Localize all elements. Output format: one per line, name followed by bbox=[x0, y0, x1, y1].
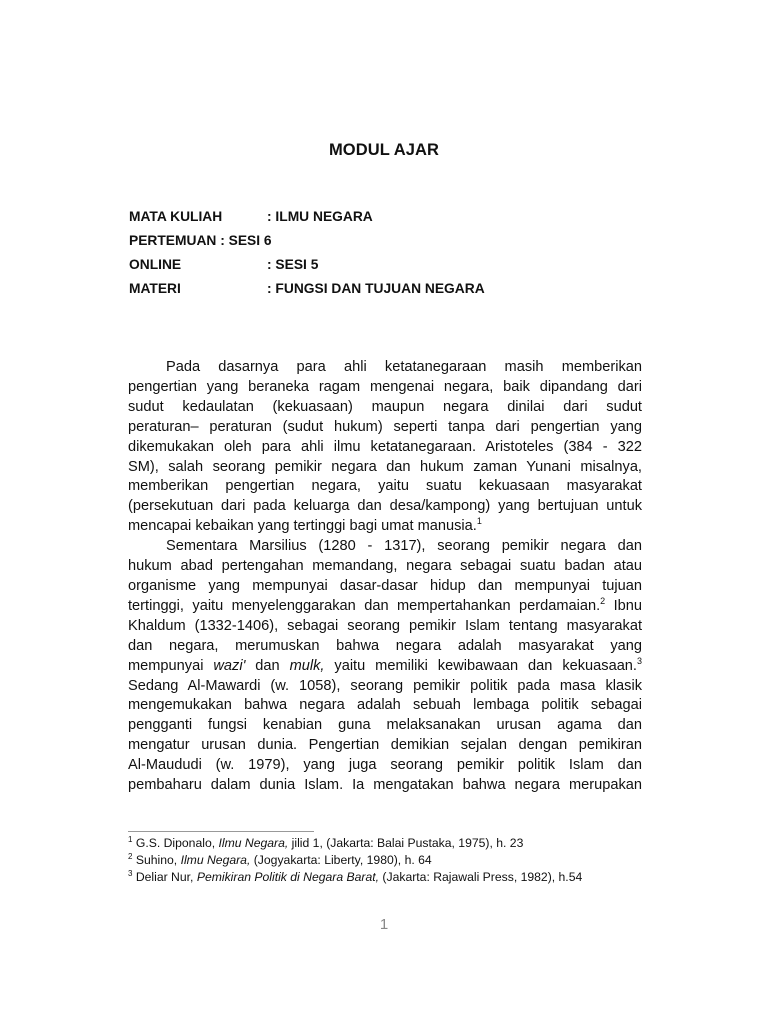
body-text bbox=[128, 358, 642, 796]
body-line: Al-Maududi (w. 1979), yang juga seorang pemikir politik Islam dan bbox=[128, 757, 642, 774]
footnote-text: (Jakarta: Rajawali Press, 1982), h.54 bbox=[379, 870, 583, 884]
footnote bbox=[128, 836, 582, 853]
body-line bbox=[128, 657, 642, 677]
footnote-text: (Jogyakarta: Liberty, 1980), h. 64 bbox=[250, 853, 432, 867]
footnotes bbox=[128, 836, 582, 887]
footnote-number: 1 bbox=[128, 835, 133, 844]
course-info-label: MATERI bbox=[129, 281, 181, 296]
body-line: Khaldum (1332-1406), sebagai seorang pemikir Islam tentang masyarakat bbox=[128, 617, 642, 634]
course-info-value: : ILMU NEGARA bbox=[267, 209, 373, 224]
document-title: MODUL AJAR bbox=[328, 141, 440, 159]
body-line: Pada dasarnya para ahli ketatanegaraan masih memberikan bbox=[166, 359, 642, 375]
footnote-separator bbox=[128, 831, 314, 832]
body-line: sudut kedaulatan (kekuasaan) maupun negara dinilai dari sudut bbox=[128, 398, 642, 415]
footnote-title: Ilmu Negara, bbox=[218, 836, 289, 850]
footnote-text: jilid 1, (Jakarta: Balai Pustaka, 1975), h. 23 bbox=[288, 836, 524, 850]
footnote-text: Deliar Nur, bbox=[135, 870, 197, 884]
italic-term: mulk, bbox=[289, 657, 325, 674]
footnote-title: Pemikiran Politik di Negara Barat, bbox=[196, 870, 380, 884]
body-line: Sementara Marsilius (1280 - 1317), seorang pemikir negara dan bbox=[166, 538, 642, 555]
body-line: organisme yang mempunyai dasar-dasar hidup dan mempunyai tujuan bbox=[128, 577, 642, 594]
body-line: (persekutuan dari pada keluarga dan desa/kampong) yang bertujuan untuk bbox=[128, 498, 642, 515]
body-line: mengemukakan bahwa negara adalah sebuah lembaga politik sebagai bbox=[128, 697, 642, 714]
body-line: pengganti fungsi kenabian guna melaksanakan urusan agama dan bbox=[128, 717, 642, 734]
footnote-title: Ilmu Negara, bbox=[180, 853, 251, 867]
body-line: Sedang Al-Mawardi (w. 1058), seorang pemikir politik pada masa klasik bbox=[128, 677, 642, 694]
footnote-number: 3 bbox=[128, 869, 133, 878]
body-line-text: tertinggi, yaitu menyelenggarakan dan mempertahankan perdamaian. bbox=[128, 597, 601, 614]
body-line: peraturan– peraturan (sudut hukum) seperti tanpa dari pengertian yang bbox=[128, 418, 642, 435]
body-line-text: mempunyai bbox=[128, 657, 214, 674]
body-line: dikemukakan oleh para ahli ilmu ketatanegaraan. Aristoteles (384 - 322 bbox=[128, 438, 642, 455]
footnote-text: G.S. Diponalo, bbox=[135, 836, 219, 850]
footnote bbox=[128, 870, 582, 887]
course-info-label: PERTEMUAN : SESI 6 bbox=[129, 233, 272, 248]
page-number: 1 bbox=[379, 916, 389, 933]
footnote bbox=[128, 853, 582, 870]
body-line: pembaharu dalam dunia Islam. Ia mengatakan bahwa negara merupakan bbox=[128, 777, 642, 794]
footnote-ref[interactable]: 2 bbox=[600, 595, 606, 606]
body-line: memberikan pengertian negara, yaitu suatu kekuasaan masyarakat bbox=[128, 478, 642, 495]
italic-term: wazi' bbox=[213, 657, 246, 674]
footnote-text: Suhino, bbox=[135, 853, 181, 867]
course-info-value: : SESI 5 bbox=[267, 257, 319, 272]
body-line-text: yaitu memiliki kewibawaan dan kekuasaan. bbox=[324, 657, 637, 674]
footnote-ref[interactable]: 3 bbox=[636, 655, 642, 666]
body-line: mengatur urusan dunia. Pengertian demikian sejalan dengan pemikiran bbox=[128, 737, 642, 754]
course-info-label: MATA KULIAH bbox=[129, 209, 223, 224]
body-line bbox=[128, 517, 642, 537]
body-line-text: mencapai kebaikan yang tertinggi bagi umat manusia. bbox=[128, 518, 477, 535]
course-info-value: : FUNGSI DAN TUJUAN NEGARA bbox=[267, 281, 485, 296]
course-info-label: ONLINE bbox=[129, 257, 182, 272]
body-line-text: Ibnu bbox=[605, 597, 642, 614]
footnote-ref[interactable]: 1 bbox=[476, 516, 482, 527]
body-line-text: dan bbox=[245, 657, 290, 674]
body-line: pengertian yang beraneka ragam mengenai negara, baik dipandang dari bbox=[128, 378, 642, 395]
footnote-number: 2 bbox=[128, 852, 133, 861]
body-line: hukum abad pertengahan memandang, negara sebagai suatu badan atau bbox=[128, 558, 642, 575]
body-line: dan negara, merumuskan bahwa negara adalah masyarakat yang bbox=[128, 637, 642, 654]
body-line: SM), salah seorang pemikir negara dan hukum zaman Yunani misalnya, bbox=[128, 458, 642, 475]
body-line bbox=[128, 597, 642, 617]
